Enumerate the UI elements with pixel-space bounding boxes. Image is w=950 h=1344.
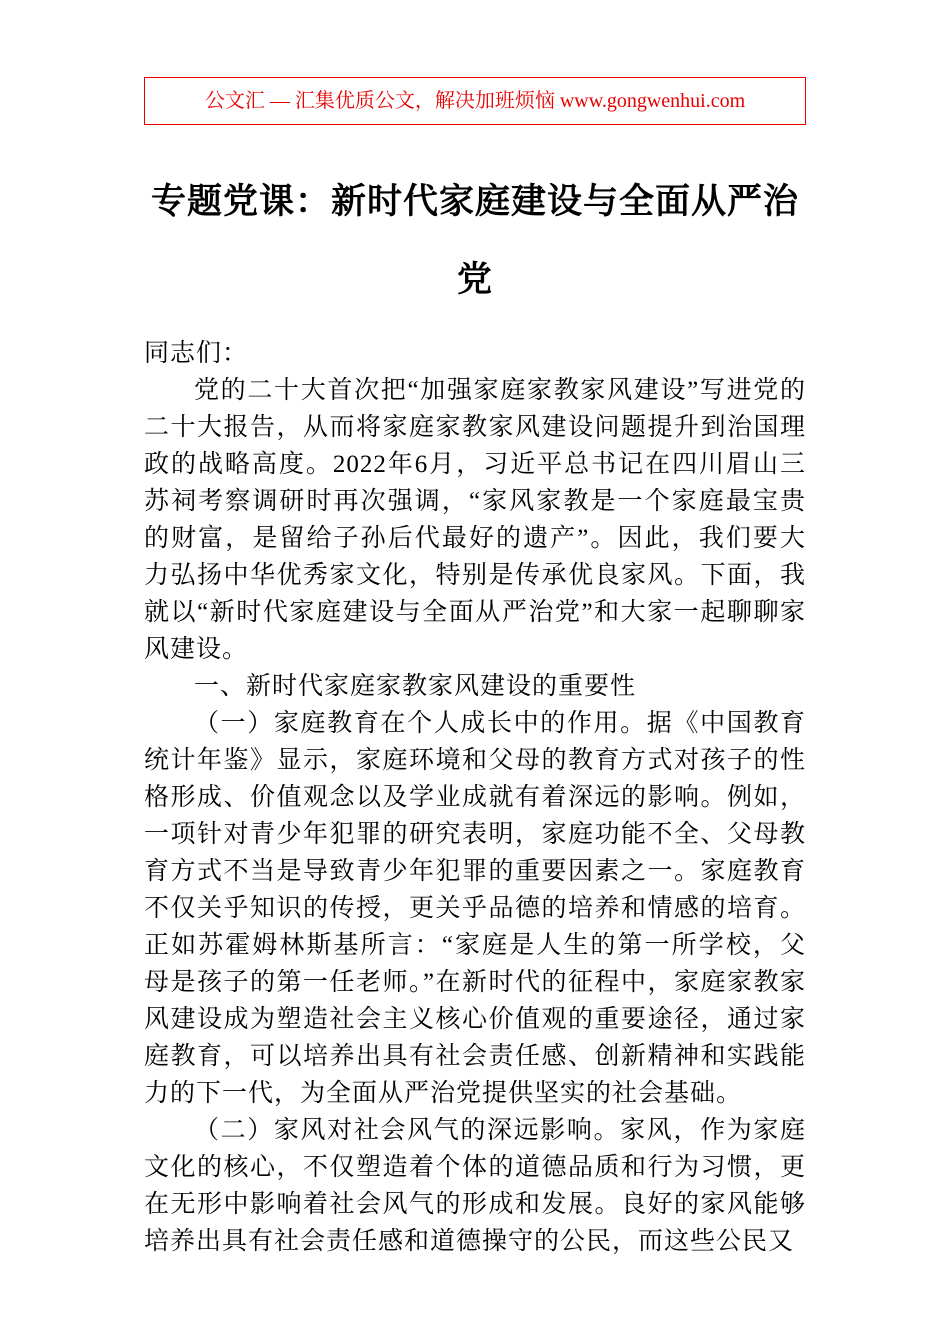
section-heading: 一、新时代家庭家教家风建设的重要性: [194, 673, 637, 700]
body-paragraph: 党的二十大首次把“加强家庭家教家风建设”写进党的二十大报告，从而将家庭家教家风建设问题提升到治国理政的战略高度。2022年6月，习近平总书记在四川眉山三苏祠考察调研时再次强调，“家风家教是一个家庭最宝贵的财富，是留给子孙后代最好的遗产”。因此，我们要大力弘扬中华优秀家文化，特别是传承优良家风。下面，我就以“新时代家庭建设与全面从严治党”和大家一起聊聊家风建设。: [144, 377, 806, 663]
body-paragraph: （一）家庭教育在个人成长中的作用。据《中国教育统计年鉴》显示，家庭环境和父母的教育方式对孩子的性格形成、价值观念以及学业成就有着深远的影响。例如，一项针对青少年犯罪的研究表明，家庭功能不全、父母教育方式不当是导致青少年犯罪的重要因素之一。家庭教育不仅关乎知识的传授，更关乎品德的培养和情感的培育。正如苏霍姆林斯基所言：“家庭是人生的第一所学校，父母是孩子的第一任老师。”在新时代的征程中，家庭家教家风建设成为塑造社会主义核心价值观的重要途径，通过家庭教育，可以培养出具有社会责任感、创新精神和实践能力的下一代，为全面从严治党提供坚实的社会基础。: [144, 710, 806, 1107]
site-banner: [144, 77, 806, 125]
body-paragraph: （二）家风对社会风气的深远影响。家风，作为家庭文化的核心，不仅塑造着个体的道德品质和行为习惯，更在无形中影响着社会风气的形成和发展。良好的家风能够培养出具有社会责任感和道德操守的公民，而这些公民又: [144, 1117, 806, 1255]
document-body: [144, 335, 806, 1260]
site-banner-text: 公文汇 — 汇集优质公文，解决加班烦恼 www.gongwenhui.com: [204, 90, 746, 112]
page-title: 专题党课：新时代家庭建设与全面从严治党: [150, 182, 799, 299]
salutation-paragraph: 同志们：: [144, 340, 249, 367]
